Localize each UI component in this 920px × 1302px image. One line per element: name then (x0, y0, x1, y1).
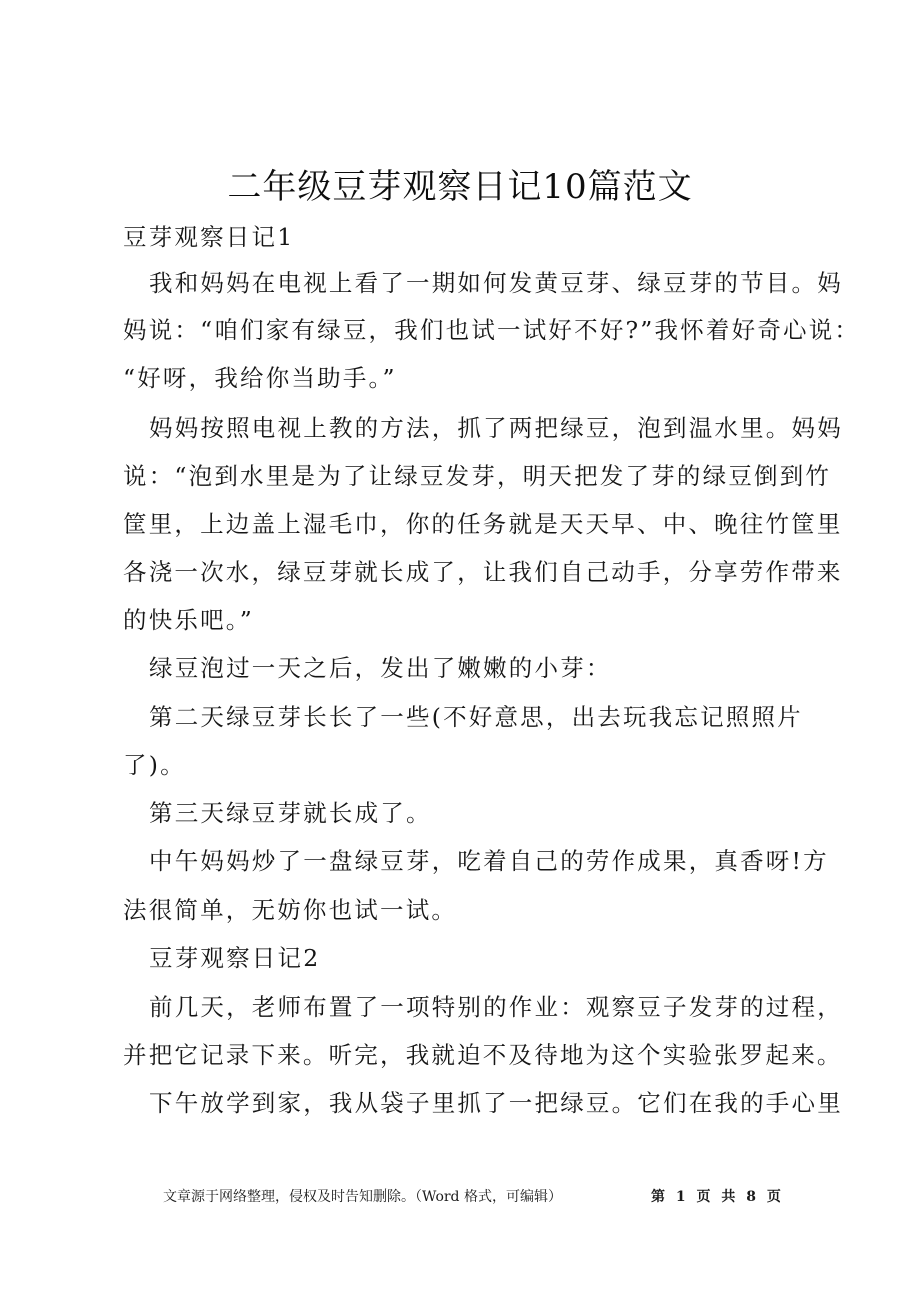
paragraph-line: “好呀，我给你当助手。” (123, 364, 397, 392)
paragraph-line: 各浇一次水，绿豆芽就长成了，让我们自己动手，分享劳作带来 (123, 558, 843, 586)
paragraph-line: 下午放学到家，我从袋子里抓了一把绿豆。它们在我的手心里 (149, 1089, 843, 1117)
document-title: 二年级豆芽观察日记10篇范文 (227, 167, 693, 207)
paragraph-line: 绿豆泡过一天之后，发出了嫩嫩的小芽： (149, 654, 612, 682)
paragraph-line: 第三天绿豆芽就长成了。 (149, 799, 432, 827)
section-heading: 豆芽观察日记1 (123, 223, 295, 251)
copyright-notice: 文章源于网络整理，侵权及时告知删除。（Word 格式，可编辑） (163, 1189, 562, 1205)
paragraph-line: 并把它记录下来。听完，我就迫不及待地为这个实验张罗起来。 (123, 1041, 843, 1069)
paragraph-line: 筐里，上边盖上湿毛巾，你的任务就是天天早、中、晚往竹筐里 (123, 510, 843, 538)
paragraph-line: 妈妈按照电视上教的方法，抓了两把绿豆，泡到温水里。妈妈 (149, 414, 843, 442)
paragraph-line: 第二天绿豆芽长长了一些(不好意思，出去玩我忘记照照片 (149, 703, 803, 731)
paragraph-line: 说：“泡到水里是为了让绿豆发芽，明天把发了芽的绿豆倒到竹 (123, 462, 832, 490)
paragraph-line: 法很简单，无妨你也试一试。 (123, 896, 458, 924)
paragraph-line: 前几天，老师布置了一项特别的作业：观察豆子发芽的过程， (149, 993, 843, 1021)
page-footer (0, 1186, 920, 1210)
paragraph-line: 妈说：“咱们家有绿豆，我们也试一试好不好?”我怀着好奇心说： (123, 316, 861, 344)
paragraph-line: 的快乐吧。” (123, 606, 254, 634)
paragraph-line: 了)。 (123, 751, 186, 779)
paragraph-line: 我和妈妈在电视上看了一期如何发黄豆芽、绿豆芽的节目。妈 (149, 269, 843, 297)
page-number: 第 1 页 共 8 页 (651, 1189, 782, 1205)
section-heading: 豆芽观察日记2 (149, 944, 321, 972)
paragraph-line: 中午妈妈炒了一盘绿豆芽，吃着自己的劳作成果，真香呀!方 (149, 847, 829, 875)
